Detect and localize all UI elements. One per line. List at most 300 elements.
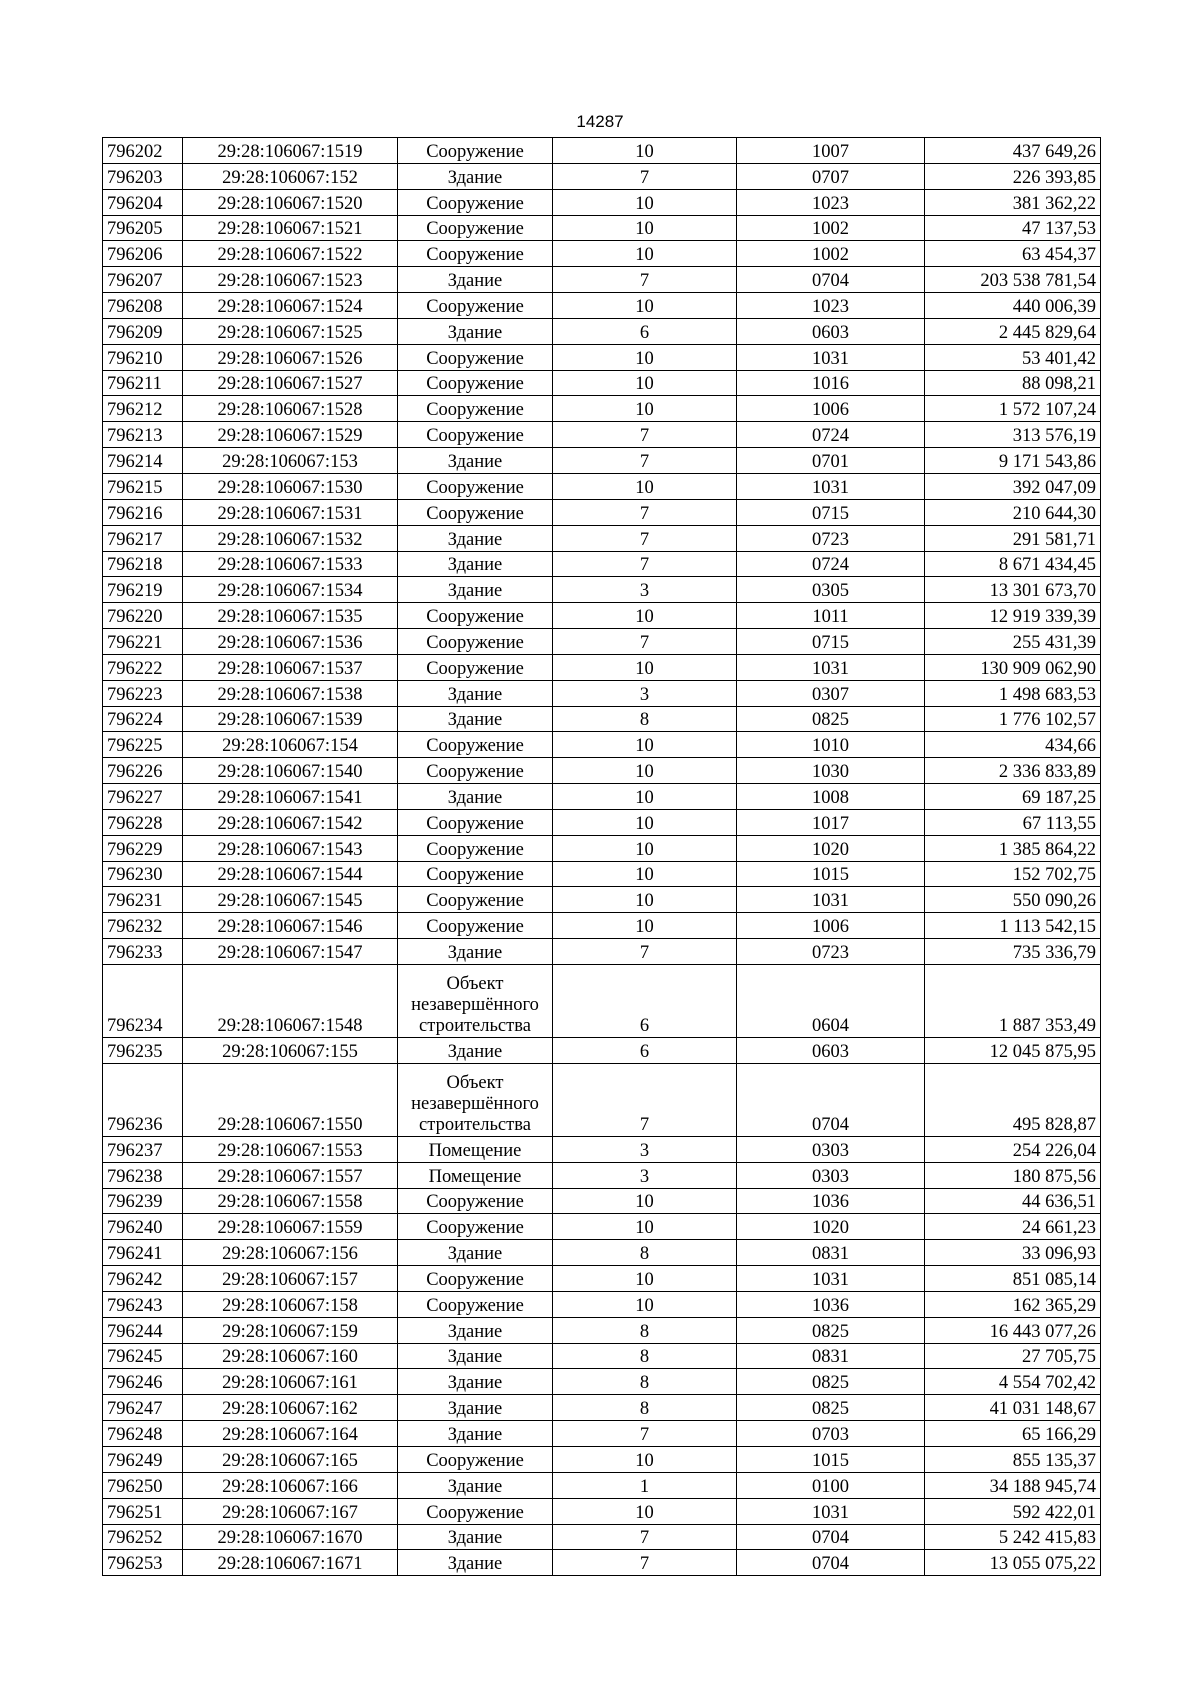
cadastral-number: 29:28:106067:1533 <box>183 551 398 577</box>
object-type: Здание <box>398 1240 553 1266</box>
cadastral-cost: 16 443 077,26 <box>925 1317 1101 1343</box>
table-row <box>103 1188 1101 1214</box>
cadastral-number: 29:28:106067:1524 <box>183 293 398 319</box>
subgroup-code: 1036 <box>737 1188 925 1214</box>
group-code: 7 <box>553 422 737 448</box>
group-code: 10 <box>553 1291 737 1317</box>
cadastral-cost: 210 644,30 <box>925 499 1101 525</box>
object-type: Здание <box>398 267 553 293</box>
row-number: 796231 <box>103 887 183 913</box>
subgroup-code: 0305 <box>737 577 925 603</box>
subgroup-code: 1002 <box>737 215 925 241</box>
group-code: 10 <box>553 913 737 939</box>
group-code: 6 <box>553 1038 737 1064</box>
subgroup-code: 0100 <box>737 1472 925 1498</box>
cadastral-number: 29:28:106067:1539 <box>183 706 398 732</box>
group-code: 6 <box>553 318 737 344</box>
row-number: 796226 <box>103 758 183 784</box>
table-row <box>103 215 1101 241</box>
subgroup-code: 0723 <box>737 525 925 551</box>
row-number: 796218 <box>103 551 183 577</box>
group-code: 7 <box>553 1063 737 1136</box>
group-code: 7 <box>553 448 737 474</box>
group-code: 10 <box>553 809 737 835</box>
row-number: 796243 <box>103 1291 183 1317</box>
row-number: 796245 <box>103 1343 183 1369</box>
group-code: 10 <box>553 138 737 164</box>
subgroup-code: 0723 <box>737 939 925 965</box>
table-row <box>103 1498 1101 1524</box>
page-number: 14287 <box>576 112 624 131</box>
cadastral-number: 29:28:106067:156 <box>183 1240 398 1266</box>
subgroup-code: 0707 <box>737 163 925 189</box>
cadastral-number: 29:28:106067:1541 <box>183 784 398 810</box>
group-code: 8 <box>553 1369 737 1395</box>
table-row <box>103 1446 1101 1472</box>
object-type: Сооружение <box>398 473 553 499</box>
object-type: Здание <box>398 1421 553 1447</box>
cadastral-number: 29:28:106067:166 <box>183 1472 398 1498</box>
object-type: Сооружение <box>398 293 553 319</box>
cadastral-number: 29:28:106067:161 <box>183 1369 398 1395</box>
table-row <box>103 163 1101 189</box>
group-code: 6 <box>553 965 737 1038</box>
object-type: Сооружение <box>398 241 553 267</box>
row-number: 796225 <box>103 732 183 758</box>
object-type: Сооружение <box>398 370 553 396</box>
object-type-line: строительства <box>419 1016 531 1036</box>
row-number: 796215 <box>103 473 183 499</box>
group-code: 8 <box>553 706 737 732</box>
object-type: Здание <box>398 1343 553 1369</box>
row-number: 796236 <box>103 1063 183 1136</box>
object-type: Сооружение <box>398 654 553 680</box>
cadastral-number: 29:28:106067:158 <box>183 1291 398 1317</box>
table-row <box>103 267 1101 293</box>
cadastral-number: 29:28:106067:1670 <box>183 1524 398 1550</box>
subgroup-code: 0704 <box>737 1550 925 1576</box>
object-type: Сооружение <box>398 1291 553 1317</box>
group-code: 10 <box>553 603 737 629</box>
row-number: 796244 <box>103 1317 183 1343</box>
cadastral-cost: 65 166,29 <box>925 1421 1101 1447</box>
group-code: 3 <box>553 1136 737 1162</box>
subgroup-code: 1008 <box>737 784 925 810</box>
subgroup-code: 0603 <box>737 318 925 344</box>
subgroup-code: 1020 <box>737 835 925 861</box>
group-code: 7 <box>553 1524 737 1550</box>
cadastral-cost: 162 365,29 <box>925 1291 1101 1317</box>
cadastral-number: 29:28:106067:155 <box>183 1038 398 1064</box>
group-code: 10 <box>553 654 737 680</box>
cadastral-number: 29:28:106067:1544 <box>183 861 398 887</box>
cadastral-number: 29:28:106067:1557 <box>183 1162 398 1188</box>
group-code: 10 <box>553 835 737 861</box>
subgroup-code: 1016 <box>737 370 925 396</box>
cadastral-number: 29:28:106067:1520 <box>183 189 398 215</box>
subgroup-code: 1031 <box>737 887 925 913</box>
row-number: 796230 <box>103 861 183 887</box>
row-number: 796235 <box>103 1038 183 1064</box>
cadastral-number: 29:28:106067:153 <box>183 448 398 474</box>
row-number: 796203 <box>103 163 183 189</box>
row-number: 796241 <box>103 1240 183 1266</box>
row-number: 796222 <box>103 654 183 680</box>
table-row <box>103 1317 1101 1343</box>
table-row <box>103 835 1101 861</box>
row-number: 796251 <box>103 1498 183 1524</box>
cadastral-cost: 5 242 415,83 <box>925 1524 1101 1550</box>
table-row <box>103 241 1101 267</box>
object-type: Здание <box>398 525 553 551</box>
object-type <box>398 965 553 1038</box>
subgroup-code: 1017 <box>737 809 925 835</box>
row-number: 796207 <box>103 267 183 293</box>
cadastral-cost: 291 581,71 <box>925 525 1101 551</box>
row-number: 796217 <box>103 525 183 551</box>
group-code: 10 <box>553 1498 737 1524</box>
table-row <box>103 629 1101 655</box>
object-type: Здание <box>398 163 553 189</box>
subgroup-code: 0704 <box>737 1524 925 1550</box>
subgroup-code: 0825 <box>737 1395 925 1421</box>
row-number: 796212 <box>103 396 183 422</box>
cadastral-cost: 34 188 945,74 <box>925 1472 1101 1498</box>
row-number: 796211 <box>103 370 183 396</box>
cadastral-number: 29:28:106067:1529 <box>183 422 398 448</box>
object-type: Здание <box>398 318 553 344</box>
row-number: 796214 <box>103 448 183 474</box>
object-type: Сооружение <box>398 1214 553 1240</box>
group-code: 10 <box>553 887 737 913</box>
cadastral-number: 29:28:106067:152 <box>183 163 398 189</box>
cadastral-cost: 855 135,37 <box>925 1446 1101 1472</box>
subgroup-code: 0704 <box>737 1063 925 1136</box>
cadastral-number: 29:28:106067:1538 <box>183 680 398 706</box>
object-type-line: Объект <box>446 974 504 994</box>
registry-table-body <box>103 138 1101 1576</box>
object-type: Сооружение <box>398 887 553 913</box>
row-number: 796240 <box>103 1214 183 1240</box>
cadastral-number: 29:28:106067:1548 <box>183 965 398 1038</box>
cadastral-cost: 130 909 062,90 <box>925 654 1101 680</box>
row-number: 796250 <box>103 1472 183 1498</box>
table-row <box>103 525 1101 551</box>
table-row <box>103 422 1101 448</box>
cadastral-cost: 735 336,79 <box>925 939 1101 965</box>
subgroup-code: 0825 <box>737 706 925 732</box>
cadastral-number: 29:28:106067:1519 <box>183 138 398 164</box>
cadastral-number: 29:28:106067:1535 <box>183 603 398 629</box>
object-type: Здание <box>398 551 553 577</box>
object-type-line: строительства <box>419 1114 531 1135</box>
group-code: 7 <box>553 939 737 965</box>
cadastral-number: 29:28:106067:1534 <box>183 577 398 603</box>
table-row <box>103 1421 1101 1447</box>
group-code: 10 <box>553 241 737 267</box>
cadastral-number: 29:28:106067:1543 <box>183 835 398 861</box>
cadastral-cost: 2 336 833,89 <box>925 758 1101 784</box>
subgroup-code: 0307 <box>737 680 925 706</box>
row-number: 796232 <box>103 913 183 939</box>
row-number: 796229 <box>103 835 183 861</box>
subgroup-code: 0604 <box>737 965 925 1038</box>
object-type: Сооружение <box>398 1266 553 1292</box>
row-number: 796239 <box>103 1188 183 1214</box>
table-row <box>103 473 1101 499</box>
group-code: 1 <box>553 1472 737 1498</box>
cadastral-cost: 88 098,21 <box>925 370 1101 396</box>
cadastral-cost: 437 649,26 <box>925 138 1101 164</box>
subgroup-code: 1023 <box>737 293 925 319</box>
cadastral-cost: 47 137,53 <box>925 215 1101 241</box>
row-number: 796206 <box>103 241 183 267</box>
table-row <box>103 138 1101 164</box>
cadastral-cost: 8 671 434,45 <box>925 551 1101 577</box>
table-row <box>103 680 1101 706</box>
group-code: 3 <box>553 1162 737 1188</box>
group-code: 10 <box>553 344 737 370</box>
table-row <box>103 913 1101 939</box>
object-type: Здание <box>398 1524 553 1550</box>
row-number: 796208 <box>103 293 183 319</box>
table-row <box>103 809 1101 835</box>
table-row <box>103 784 1101 810</box>
object-type: Помещение <box>398 1136 553 1162</box>
table-row <box>103 654 1101 680</box>
table-row <box>103 1136 1101 1162</box>
subgroup-code: 0825 <box>737 1317 925 1343</box>
row-number: 796242 <box>103 1266 183 1292</box>
group-code: 10 <box>553 758 737 784</box>
object-type: Сооружение <box>398 835 553 861</box>
group-code: 7 <box>553 499 737 525</box>
table-row <box>103 1291 1101 1317</box>
cadastral-number: 29:28:106067:1521 <box>183 215 398 241</box>
cadastral-number: 29:28:106067:160 <box>183 1343 398 1369</box>
object-type-line: незавершённого <box>411 1093 539 1114</box>
table-row <box>103 1550 1101 1576</box>
cadastral-cost: 1 385 864,22 <box>925 835 1101 861</box>
table-row <box>103 499 1101 525</box>
cadastral-cost: 1 498 683,53 <box>925 680 1101 706</box>
cadastral-number: 29:28:106067:1546 <box>183 913 398 939</box>
table-row <box>103 1472 1101 1498</box>
cadastral-cost: 180 875,56 <box>925 1162 1101 1188</box>
cadastral-cost: 44 636,51 <box>925 1188 1101 1214</box>
subgroup-code: 0303 <box>737 1162 925 1188</box>
cadastral-cost: 152 702,75 <box>925 861 1101 887</box>
table-row <box>103 396 1101 422</box>
object-type: Сооружение <box>398 603 553 629</box>
subgroup-code: 0715 <box>737 629 925 655</box>
group-code: 7 <box>553 267 737 293</box>
subgroup-code: 0825 <box>737 1369 925 1395</box>
cadastral-number: 29:28:106067:1671 <box>183 1550 398 1576</box>
table-row <box>103 965 1101 1038</box>
group-code: 3 <box>553 577 737 603</box>
group-code: 7 <box>553 525 737 551</box>
group-code: 10 <box>553 732 737 758</box>
group-code: 8 <box>553 1343 737 1369</box>
cadastral-number: 29:28:106067:1532 <box>183 525 398 551</box>
table-row <box>103 318 1101 344</box>
row-number: 796234 <box>103 965 183 1038</box>
group-code: 8 <box>553 1240 737 1266</box>
cadastral-cost: 63 454,37 <box>925 241 1101 267</box>
cadastral-cost: 53 401,42 <box>925 344 1101 370</box>
subgroup-code: 1015 <box>737 1446 925 1472</box>
cadastral-cost: 255 431,39 <box>925 629 1101 655</box>
table-row <box>103 551 1101 577</box>
cadastral-cost: 203 538 781,54 <box>925 267 1101 293</box>
cadastral-number: 29:28:106067:157 <box>183 1266 398 1292</box>
cadastral-number: 29:28:106067:1542 <box>183 809 398 835</box>
row-number: 796210 <box>103 344 183 370</box>
cadastral-cost: 9 171 543,86 <box>925 448 1101 474</box>
object-type <box>398 1063 553 1136</box>
cadastral-number: 29:28:106067:1547 <box>183 939 398 965</box>
row-number: 796237 <box>103 1136 183 1162</box>
cadastral-number: 29:28:106067:1537 <box>183 654 398 680</box>
cadastral-cost: 69 187,25 <box>925 784 1101 810</box>
subgroup-code: 1036 <box>737 1291 925 1317</box>
object-type: Здание <box>398 1369 553 1395</box>
object-type: Сооружение <box>398 732 553 758</box>
cadastral-cost: 440 006,39 <box>925 293 1101 319</box>
row-number: 796246 <box>103 1369 183 1395</box>
cadastral-number: 29:28:106067:1528 <box>183 396 398 422</box>
table-row <box>103 189 1101 215</box>
subgroup-code: 1010 <box>737 732 925 758</box>
table-row <box>103 1240 1101 1266</box>
table-row <box>103 370 1101 396</box>
group-code: 10 <box>553 370 737 396</box>
object-type: Здание <box>398 784 553 810</box>
cadastral-cost: 851 085,14 <box>925 1266 1101 1292</box>
group-code: 10 <box>553 293 737 319</box>
group-code: 8 <box>553 1395 737 1421</box>
table-row <box>103 577 1101 603</box>
cadastral-number: 29:28:106067:1525 <box>183 318 398 344</box>
object-type: Здание <box>398 939 553 965</box>
group-code: 7 <box>553 163 737 189</box>
subgroup-code: 1031 <box>737 1498 925 1524</box>
cadastral-cost: 254 226,04 <box>925 1136 1101 1162</box>
object-type: Здание <box>398 1038 553 1064</box>
cadastral-cost: 1 887 353,49 <box>925 965 1101 1038</box>
cadastral-cost: 2 445 829,64 <box>925 318 1101 344</box>
subgroup-code: 0715 <box>737 499 925 525</box>
subgroup-code: 1030 <box>737 758 925 784</box>
subgroup-code: 0703 <box>737 1421 925 1447</box>
cadastral-cost: 226 393,85 <box>925 163 1101 189</box>
table-row <box>103 293 1101 319</box>
object-type: Сооружение <box>398 913 553 939</box>
table-row <box>103 603 1101 629</box>
group-code: 7 <box>553 1421 737 1447</box>
object-type: Сооружение <box>398 758 553 784</box>
object-type: Здание <box>398 706 553 732</box>
cadastral-cost: 12 045 875,95 <box>925 1038 1101 1064</box>
row-number: 796224 <box>103 706 183 732</box>
row-number: 796247 <box>103 1395 183 1421</box>
cadastral-number: 29:28:106067:159 <box>183 1317 398 1343</box>
cadastral-number: 29:28:106067:1545 <box>183 887 398 913</box>
object-type: Сооружение <box>398 1446 553 1472</box>
cadastral-number: 29:28:106067:1558 <box>183 1188 398 1214</box>
group-code: 10 <box>553 189 737 215</box>
cadastral-cost: 12 919 339,39 <box>925 603 1101 629</box>
subgroup-code: 1007 <box>737 138 925 164</box>
cadastral-number: 29:28:106067:167 <box>183 1498 398 1524</box>
table-row <box>103 732 1101 758</box>
table-row <box>103 1266 1101 1292</box>
table-row <box>103 706 1101 732</box>
group-code: 10 <box>553 1446 737 1472</box>
cadastral-number: 29:28:106067:1530 <box>183 473 398 499</box>
object-type: Сооружение <box>398 629 553 655</box>
object-type: Сооружение <box>398 344 553 370</box>
cadastral-number: 29:28:106067:154 <box>183 732 398 758</box>
row-number: 796227 <box>103 784 183 810</box>
subgroup-code: 1020 <box>737 1214 925 1240</box>
subgroup-code: 0303 <box>737 1136 925 1162</box>
group-code: 10 <box>553 861 737 887</box>
object-type: Здание <box>398 577 553 603</box>
cadastral-cost: 550 090,26 <box>925 887 1101 913</box>
group-code: 8 <box>553 1317 737 1343</box>
cadastral-cost: 392 047,09 <box>925 473 1101 499</box>
table-row <box>103 448 1101 474</box>
table-row <box>103 1063 1101 1136</box>
object-type: Здание <box>398 1317 553 1343</box>
subgroup-code: 0704 <box>737 267 925 293</box>
cadastral-number: 29:28:106067:165 <box>183 1446 398 1472</box>
table-row <box>103 1343 1101 1369</box>
cadastral-number: 29:28:106067:1522 <box>183 241 398 267</box>
row-number: 796209 <box>103 318 183 344</box>
row-number: 796249 <box>103 1446 183 1472</box>
cadastral-cost: 67 113,55 <box>925 809 1101 835</box>
cadastral-cost: 1 113 542,15 <box>925 913 1101 939</box>
table-row <box>103 1524 1101 1550</box>
subgroup-code: 0701 <box>737 448 925 474</box>
subgroup-code: 1031 <box>737 1266 925 1292</box>
row-number: 796220 <box>103 603 183 629</box>
group-code: 7 <box>553 1550 737 1576</box>
object-type: Сооружение <box>398 396 553 422</box>
cadastral-number: 29:28:106067:162 <box>183 1395 398 1421</box>
table-row <box>103 1369 1101 1395</box>
subgroup-code: 1011 <box>737 603 925 629</box>
cadastral-cost: 24 661,23 <box>925 1214 1101 1240</box>
row-number: 796238 <box>103 1162 183 1188</box>
cadastral-cost: 495 828,87 <box>925 1063 1101 1136</box>
cadastral-cost: 4 554 702,42 <box>925 1369 1101 1395</box>
cadastral-cost: 313 576,19 <box>925 422 1101 448</box>
cadastral-number: 29:28:106067:1553 <box>183 1136 398 1162</box>
object-type: Сооружение <box>398 215 553 241</box>
object-type: Здание <box>398 1472 553 1498</box>
subgroup-code: 0831 <box>737 1343 925 1369</box>
object-type: Здание <box>398 680 553 706</box>
object-type-line: незавершённого <box>411 995 539 1015</box>
group-code: 10 <box>553 1214 737 1240</box>
object-type: Здание <box>398 448 553 474</box>
group-code: 10 <box>553 1188 737 1214</box>
object-type: Здание <box>398 1550 553 1576</box>
